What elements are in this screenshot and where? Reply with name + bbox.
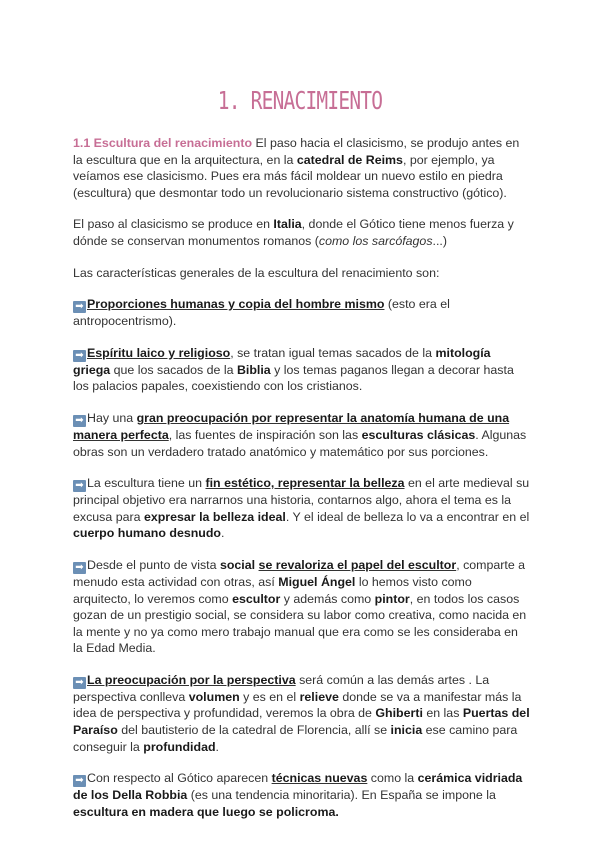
paragraph-italia: El paso al clasicismo se produce en Italia, donde el Gótico tiene menos fuerza y dónde se conservan monumentos romanos (como los sarcófagos...) [73, 217, 514, 248]
list-item: ➡ La escultura tiene un fin estético, representar la belleza en el arte medieval su principal objetivo era narrarnos una historia, contarnos algo, ahora el tema es la excusa para expresar la belleza ideal. Y el ideal de belleza lo va a encontrar en el cuerpo humano desnudo. [73, 476, 530, 541]
right-arrow-icon: ➡ [73, 301, 86, 313]
list-item: ➡ Desde el punto de vista social se revaloriza el papel del escultor, comparte a menudo esta actividad con otras, así Miguel Ángel lo hemos visto como arquitecto, lo veremos como escultor y además como pintor, en todos los casos gozan de un prestigio social, se considera su labor como creativa, como nacida en la mente y no ya como mero trabajo manual que era como se les consideraba en la Edad Media. [73, 557, 527, 656]
section-subtitle: 1.1 Escultura del renacimiento [73, 136, 253, 150]
right-arrow-icon: ➡ [73, 480, 86, 492]
list-item: ➡ La preocupación por la perspectiva será común a las demás artes . La perspectiva conlleva volumen y es en el relieve donde se va a manifestar más la idea de perspectiva y profundidad, veremos la obra de Ghiberti en las Puertas del Paraíso del bautisterio de la catedral de Florencia, allí se inicia ese camino para conseguir la profundidad. [73, 672, 530, 754]
paragraph-intro: 1.1 Escultura del renacimiento El paso hacia el clasicismo, se produjo antes en la escultura que en la arquitectura, en la catedral de Reims, por ejemplo, ya veíamos ese clasicismo. Pues era más fácil moldear un nuevo estilo en piedra (escultura) que desmontar todo un revolucionario sistema constructivo (gótico). [73, 136, 520, 200]
paragraph-characteristics-intro: Las características generales de la escultura del renacimiento son: [73, 265, 440, 280]
right-arrow-icon: ➡ [73, 775, 86, 787]
document-body [73, 135, 531, 835]
right-arrow-icon: ➡ [73, 562, 86, 574]
list-item: ➡ Espíritu laico y religioso, se tratan igual temas sacados de la mitología griega que los sacados de la Biblia y los temas paganos llegan a decorar hasta los palacios papales, coexistiendo con los cristianos. [73, 345, 514, 394]
list-item: ➡ Con respecto al Gótico aparecen técnicas nuevas como la cerámica vidriada de los Della Robbia (es una tendencia minoritaria). En España se impone la escultura en madera que luego se policroma. [73, 771, 523, 819]
right-arrow-icon: ➡ [73, 350, 86, 362]
right-arrow-icon: ➡ [73, 415, 86, 427]
list-item: ➡ Proporciones humanas y copia del hombre mismo (esto era el antropocentrismo). [73, 297, 450, 329]
list-item: ➡ Hay una gran preocupación por representar la anatomía humana de una manera perfecta, las fuentes de inspiración son las esculturas clásicas. Algunas obras son un verdadero tratado anatómico y matemático por sus porciones. [73, 410, 527, 459]
right-arrow-icon: ➡ [73, 677, 86, 689]
page-title: 1. RENACIMIENTO [217, 86, 383, 115]
